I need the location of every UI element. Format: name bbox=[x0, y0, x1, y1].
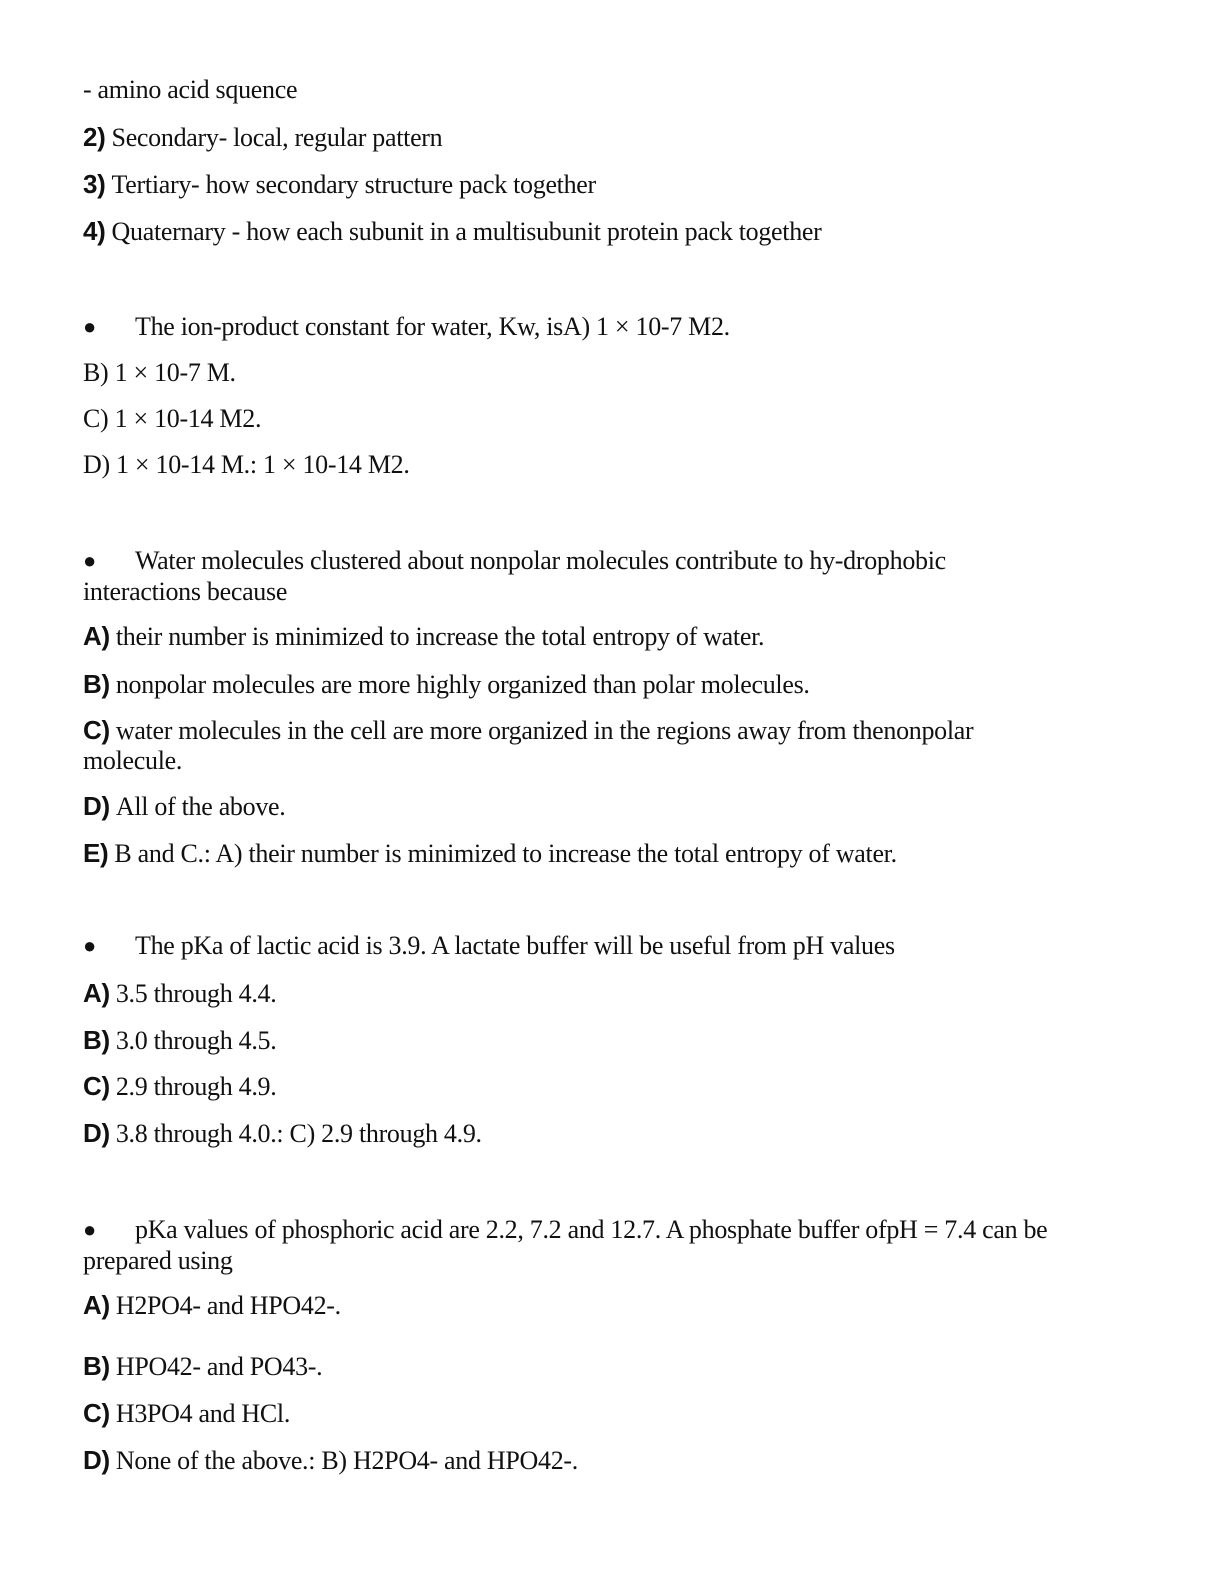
option bbox=[83, 620, 764, 653]
option-text: nonpolar molecules are more highly organized than polar molecules. bbox=[115, 670, 810, 699]
option-text: their number is minimized to increase the total entropy of water. bbox=[115, 622, 765, 651]
option bbox=[83, 1070, 276, 1103]
option-text: water molecules in the cell are more organized in the regions away from thenonpolar bbox=[115, 716, 974, 745]
question-text: The ion-product constant for water, Kw, isA) 1 × 10-7 M2. bbox=[135, 312, 730, 341]
option-label: A) bbox=[83, 1290, 110, 1320]
option-label: C) bbox=[83, 715, 110, 745]
option-label: C) bbox=[83, 1398, 110, 1428]
option-text: 3.5 through 4.4. bbox=[115, 979, 277, 1008]
option-text: H3PO4 and HCl. bbox=[115, 1399, 291, 1428]
option bbox=[83, 1397, 290, 1430]
item-text: Secondary- local, regular pattern bbox=[111, 123, 443, 152]
option-text: B and C.: A) their number is minimized to increase the total entropy of water. bbox=[114, 839, 897, 868]
option-text: HPO42- and PO43-. bbox=[115, 1352, 323, 1381]
option bbox=[83, 1289, 341, 1322]
option-text: 3.8 through 4.0.: C) 2.9 through 4.9. bbox=[115, 1119, 482, 1148]
question-text: Water molecules clustered about nonpolar molecules contribute to hy-drophobic bbox=[135, 546, 946, 575]
structure-item bbox=[83, 215, 822, 248]
structure-item bbox=[83, 168, 596, 201]
option: C) 1 × 10-14 M2. bbox=[83, 404, 262, 433]
option-label: A) bbox=[83, 621, 110, 651]
question-text: pKa values of phosphoric acid are 2.2, 7.2 and 12.7. A phosphate buffer ofpH = 7.4 can be bbox=[135, 1215, 1048, 1244]
option-text: All of the above. bbox=[115, 792, 286, 821]
option bbox=[83, 714, 973, 747]
question-text-cont: interactions because bbox=[83, 577, 288, 606]
option bbox=[83, 1024, 276, 1057]
option bbox=[83, 1117, 482, 1150]
option bbox=[83, 1350, 322, 1383]
option-text: None of the above.: B) H2PO4- and HPO42-. bbox=[115, 1446, 578, 1475]
option-label: B) bbox=[83, 1025, 110, 1055]
bullet-icon: ● bbox=[83, 1217, 97, 1242]
primary-structure-line: - amino acid squence bbox=[83, 75, 298, 104]
structure-item bbox=[83, 121, 442, 154]
question-text: The pKa of lactic acid is 3.9. A lactate buffer will be useful from pH values bbox=[135, 931, 895, 960]
option bbox=[83, 668, 810, 701]
option bbox=[83, 790, 285, 823]
item-text: Quaternary - how each subunit in a multisubunit protein pack together bbox=[111, 217, 822, 246]
option-text: 3.0 through 4.5. bbox=[115, 1026, 277, 1055]
bullet-icon: ● bbox=[83, 933, 97, 958]
bullet-icon: ● bbox=[83, 548, 97, 573]
option-label: D) bbox=[83, 1445, 110, 1475]
option: B) 1 × 10-7 M. bbox=[83, 358, 236, 387]
option-label: B) bbox=[83, 1351, 110, 1381]
option-label: D) bbox=[83, 1118, 110, 1148]
item-label: 2) bbox=[83, 122, 106, 152]
option bbox=[83, 1444, 578, 1477]
item-label: 4) bbox=[83, 216, 106, 246]
item-label: 3) bbox=[83, 169, 106, 199]
option-label: A) bbox=[83, 978, 110, 1008]
option-label: E) bbox=[83, 838, 109, 868]
option-label: B) bbox=[83, 669, 110, 699]
option-text: 2.9 through 4.9. bbox=[115, 1072, 277, 1101]
question-text-cont: prepared using bbox=[83, 1246, 233, 1275]
bullet-icon: ● bbox=[83, 314, 97, 339]
option-text: H2PO4- and HPO42-. bbox=[115, 1291, 341, 1320]
option bbox=[83, 837, 897, 870]
option-label: D) bbox=[83, 791, 110, 821]
option-label: C) bbox=[83, 1071, 110, 1101]
option: D) 1 × 10-14 M.: 1 × 10-14 M2. bbox=[83, 450, 410, 479]
item-text: Tertiary- how secondary structure pack together bbox=[111, 170, 596, 199]
option-cont: molecule. bbox=[83, 746, 183, 775]
option bbox=[83, 977, 276, 1010]
